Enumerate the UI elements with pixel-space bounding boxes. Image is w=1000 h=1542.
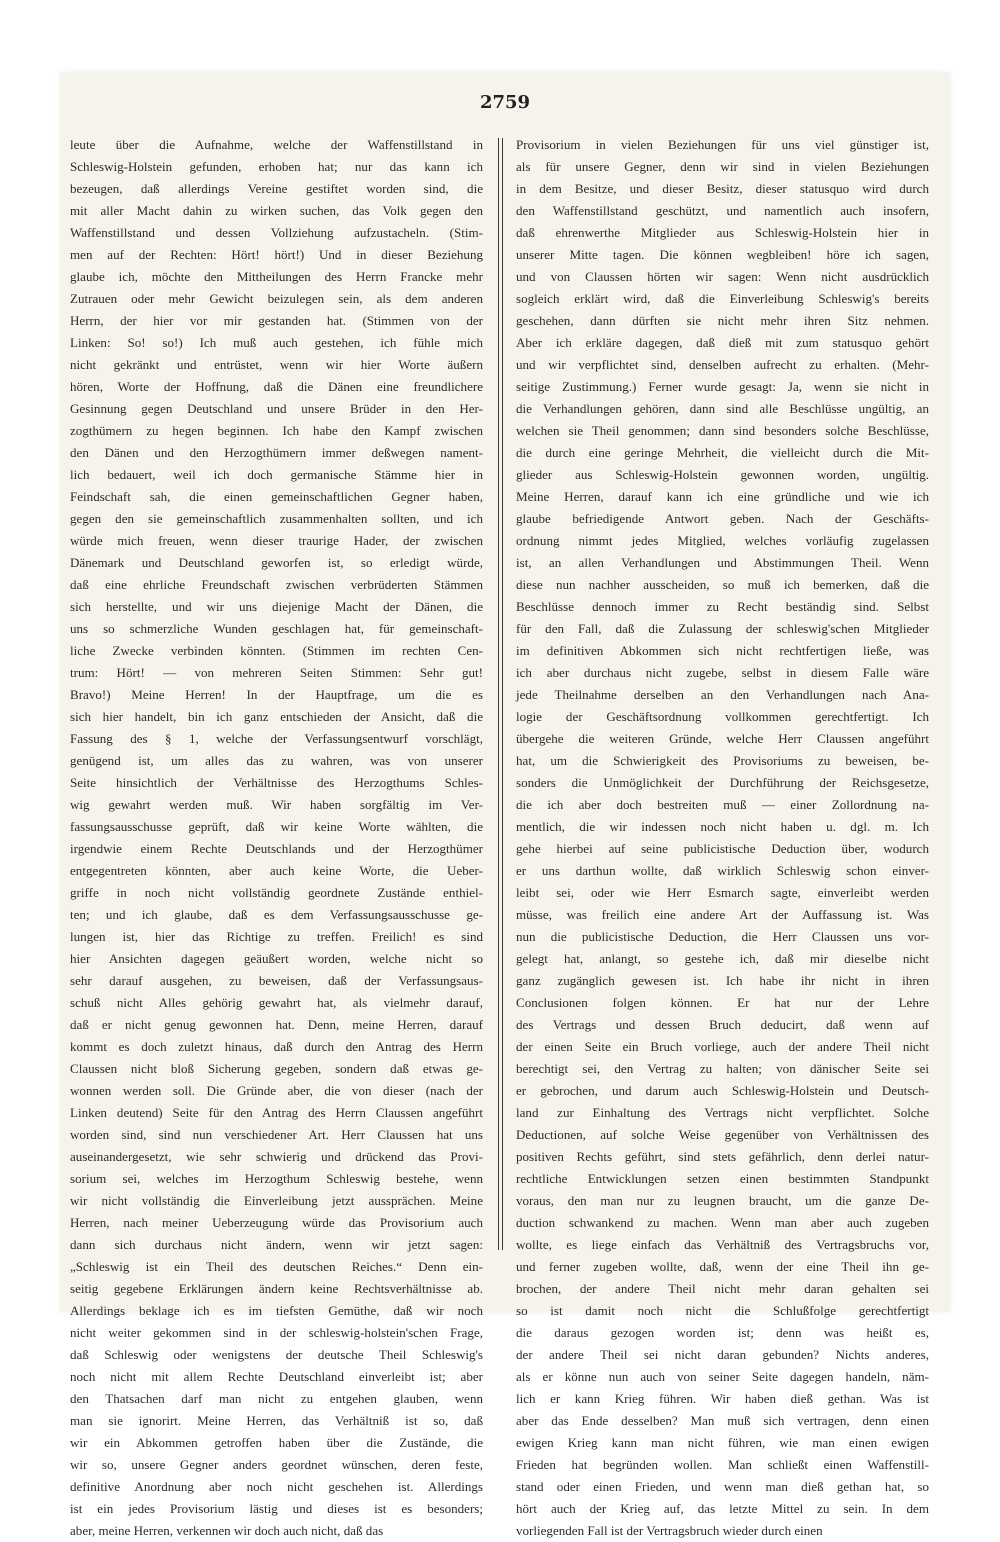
text-line: leute über die Aufnahme, welche der Waffenstillstand in	[70, 137, 483, 152]
text-line: man sie ignorirt. Meine Herren, das Verhältniß ist so, daß	[70, 1413, 483, 1428]
text-line: stand oder einen Frieden, und wenn man dieß gethan hat, so	[516, 1479, 929, 1494]
text-line: der einen Seite ein Bruch vorliege, auch der andere Theil nicht	[516, 1039, 929, 1054]
text-line: Provisorium in vielen Beziehungen für uns viel günstiger ist,	[516, 137, 929, 152]
text-line: als für unsere Gegner, denn wir sind in vielen Beziehungen	[516, 159, 929, 174]
text-line: wollte, es liege einfach das Verhältniß des Vertragsbruchs vor,	[516, 1237, 929, 1252]
text-line: ordnung nimmt jedes Mitglied, welches vorläufig zugelassen	[516, 533, 929, 548]
text-line: berechtigt sei, den Vertrag zu halten; von dänischer Seite sei	[516, 1061, 929, 1076]
text-line: Allerdings beklage ich es im tiefsten Gemüthe, daß wir noch	[70, 1303, 483, 1318]
text-line: wig gewahrt werden muß. Wir haben sorgfältig im Ver-	[70, 797, 483, 812]
page-number: 2759	[479, 92, 531, 113]
text-line: Aber ich erkläre dagegen, daß dieß mit zum statusquo gehört	[516, 335, 929, 350]
text-line: geschehen, dann dürften sie nicht mehr ihren Sitz nehmen.	[516, 313, 929, 328]
text-line: gelegt hat, anlangt, so gestehe ich, daß mir dieselbe nicht	[516, 951, 929, 966]
text-line: Beschlüsse dennoch immer zu Recht beständig sind. Selbst	[516, 599, 929, 614]
text-line: die daraus gezogen worden ist; denn was heißt es,	[516, 1325, 929, 1340]
text-line: Gesinnung gegen Deutschland und unsere Brüder in den Her-	[70, 401, 483, 416]
text-line: die durch eine geringe Mehrheit, die vielleicht durch die Mit-	[516, 445, 929, 460]
column-divider-line	[498, 138, 499, 1250]
text-line: mit aller Macht dahin zu wirken suchen, das Volk gegen den	[70, 203, 483, 218]
newspaper-page	[60, 72, 950, 1538]
text-line: würde mich freuen, wenn dieser traurige Hader, der zwischen	[70, 533, 483, 548]
text-line: wir nicht vollständig die Einverleibung jetzt aussprächen. Meine	[70, 1193, 483, 1208]
text-line: müsse, was freilich eine andere Art der Auffassung ist. Was	[516, 907, 929, 922]
text-line: lich er kann Krieg führen. Wir haben dieß gethan. Was ist	[516, 1391, 929, 1406]
text-line: leibt sei, oder wie Herr Esmarch sagte, einverleibt werden	[516, 885, 929, 900]
text-line: ewigen Krieg kann man nicht führen, wie man einen ewigen	[516, 1435, 929, 1450]
text-line: wir ein Abkommen getroffen haben über die Zustände, die	[70, 1435, 483, 1450]
text-line: uns so schmerzliche Wunden geschlagen hat, für gemeinschaft-	[70, 621, 483, 636]
text-line: bezeugen, daß allerdings Vereine gestiftet worden sind, die	[70, 181, 483, 196]
text-line: vorliegenden Fall ist der Vertragsbruch wieder durch einen	[516, 1523, 823, 1538]
text-line: schuß nicht Alles gehörig gewahrt hat, als vielmehr darauf,	[70, 995, 483, 1010]
text-line: noch nicht mit allem Rechte Deutschland einverleibt ist; aber	[70, 1369, 483, 1384]
text-line: Conclusionen folgen können. Er hat nur der Lehre	[516, 995, 929, 1010]
text-line: sich herstellte, und wir uns diejenige Macht der Dänen, die	[70, 599, 483, 614]
text-line: Herrn, der hier vor mir gestanden hat. (Stimmen von der	[70, 313, 483, 328]
text-line: Linken: So! so!) Ich muß auch gestehen, ich fühle mich	[70, 335, 483, 350]
text-line: diese nun nachher ausscheiden, so muß ich bemerken, daß die	[516, 577, 929, 592]
text-line: sonders die Unmöglichkeit der Durchführung der Reichsgesetze,	[516, 775, 929, 790]
column-divider-line	[502, 138, 503, 1250]
text-line: lich bedauert, weil ich doch germanische Stämme hier in	[70, 467, 483, 482]
text-line: duction schwankend zu machen. Wenn man aber auch zugeben	[516, 1215, 929, 1230]
text-line: men auf der Rechten: Hört! hört!) Und in dieser Beziehung	[70, 247, 483, 262]
text-line: liche Zwecke verbinden könnten. (Stimmen im rechten Cen-	[70, 643, 483, 658]
text-line: auseinandergesetzt, wie sehr schwierig und drückend das Provi-	[70, 1149, 483, 1164]
text-line: ist, an allen Verhandlungen und Abstimmungen Theil. Wenn	[516, 555, 929, 570]
text-line: Schleswig-Holstein gefunden, erhoben hat; nur das kann ich	[70, 159, 483, 174]
text-line: er uns darthun wollte, daß wirklich Schleswig schon einver-	[516, 863, 929, 878]
text-line: definitive Anordnung aber noch nicht geschehen ist. Allerdings	[70, 1479, 483, 1494]
text-line: genügend ist, um alles das zu wahren, was von unserer	[70, 753, 483, 768]
text-line: „Schleswig ist ein Theil des deutschen Reiches.“ Denn ein-	[70, 1259, 483, 1274]
text-line: Seite hinsichtlich der Verhältnisse des Herzogthums Schles-	[70, 775, 483, 790]
text-line: Claussen nicht bloß Sicherung gegeben, sondern daß etwas ge-	[70, 1061, 483, 1076]
text-line: glaube befriedigende Antwort geben. Nach der Geschäfts-	[516, 511, 929, 526]
text-line: brochen, der andere Theil nicht mehr daran gehalten sei	[516, 1281, 929, 1296]
text-line: nicht gekränkt und entrüstet, wenn wir hier Worte äußern	[70, 357, 483, 372]
text-line: wonnen werden soll. Die Gründe aber, die von dieser (nach der	[70, 1083, 483, 1098]
text-line: gehe hierbei auf seine publicistische Deduction über, wodurch	[516, 841, 929, 856]
text-line: irgendwie einem Rechte Deutschlands und der Herzogthümer	[70, 841, 483, 856]
text-line: zogthümern zu hegen beginnen. Ich habe den Kampf zwischen	[70, 423, 483, 438]
text-line: lungen ist, hier das Richtige zu treffen. Freilich! es sind	[70, 929, 483, 944]
text-line: jede Theilnahme derselben an den Verhandlungen nach Ana-	[516, 687, 929, 702]
text-line: Waffenstillstand und dessen Vollziehung aufzustacheln. (Stim-	[70, 225, 483, 240]
text-line: glieder aus Schleswig-Holstein gewonnen worden, ungültig.	[516, 467, 929, 482]
text-line: seitige Zustimmung.) Ferner wurde gesagt: Ja, wenn sie nicht in	[516, 379, 929, 394]
text-line: Bravo!) Meine Herren! In der Hauptfrage, um die es	[70, 687, 483, 702]
text-line: ten; und ich glaube, daß es dem Verfassungsausschusse ge-	[70, 907, 483, 922]
text-line: sogleich erklärt wird, daß die Einverleibung Schleswig's bereits	[516, 291, 929, 306]
text-line: voraus, den man nur zu leugnen braucht, um die ganze De-	[516, 1193, 929, 1208]
text-line: logie der Geschäftsordnung vollkommen gerechtfertigt. Ich	[516, 709, 929, 724]
text-line: daß er nicht genug gewonnen hat. Denn, meine Herren, darauf	[70, 1017, 483, 1032]
text-line: sorium sei, welches im Herzogthum Schleswig bestehe, wenn	[70, 1171, 483, 1186]
text-line: hören, Worte der Hoffnung, daß die Dänen eine freundlichere	[70, 379, 483, 394]
text-line: aber das Ende desselben? Man muß sich vertragen, denn einen	[516, 1413, 929, 1428]
text-line: und wir verpflichtet sind, denselben aufrecht zu erhalten. (Mehr-	[516, 357, 929, 372]
text-line: Meine Herren, darauf kann ich eine gründliche und wie ich	[516, 489, 929, 504]
text-line: Herren, nach meiner Ueberzeugung würde das Provisorium auch	[70, 1215, 483, 1230]
text-line: Zutrauen oder mehr Gewicht beizulegen sein, als dem anderen	[70, 291, 483, 306]
text-line: gegen den sie gemeinschaftlich zusammenhalten sollten, und ich	[70, 511, 483, 526]
text-line: trum: Hört! — von mehreren Seiten Stimmen: Sehr gut!	[70, 665, 483, 680]
text-line: und von Claussen hörten wir sagen: Wenn nicht ausdrücklich	[516, 269, 929, 284]
text-line: positiven Rechts geführt, sind stets gefährlich, denn derlei natur-	[516, 1149, 929, 1164]
text-line: entgegentreten könnten, aber auch keine Worte, die Ueber-	[70, 863, 483, 878]
text-line: wir so, unsere Gegner anders geordnet wünschen, deren feste,	[70, 1457, 483, 1472]
text-line: Dänemark und Deutschland geworfen ist, so erledigt würde,	[70, 555, 483, 570]
text-line: daß Schleswig oder wenigstens der deutsche Theil Schleswig's	[70, 1347, 483, 1362]
text-line: daß eine ehrliche Freundschaft zwischen verbrüderten Stämmen	[70, 577, 483, 592]
text-line: den Waffenstillstand geschützt, und namentlich auch insofern,	[516, 203, 929, 218]
text-line: seitig gegebene Erklärungen ändern keine Rechtsverhältnisse ab.	[70, 1281, 483, 1296]
text-line: die Verhandlungen gehören, dann sind alle Beschlüsse ungültig, an	[516, 401, 929, 416]
text-line: so ist damit noch nicht die Schlußfolge gerechtfertigt	[516, 1303, 929, 1318]
text-line: ganz zugänglich gewesen ist. Ich habe ihr nicht in ihren	[516, 973, 929, 988]
text-line: sehr darauf ausgehen, zu beweisen, daß der Verfassungsaus-	[70, 973, 483, 988]
text-line: unserer Mitte tagen. Die können wegbleiben! höre ich sagen,	[516, 247, 929, 262]
text-line: sich hier handelt, bin ich ganz entschieden der Ansicht, daß die	[70, 709, 483, 724]
text-line: Frieden hat begründen wollen. Man schließt einen Waffenstill-	[516, 1457, 929, 1472]
text-line: rechtliche Entwicklungen setzen einen bestimmten Standpunkt	[516, 1171, 929, 1186]
text-line: ist ein jedes Provisorium lästig und dieses ist es besonders;	[70, 1501, 483, 1516]
text-line: griffe in noch nicht vollständig geordnete Zustände enthiel-	[70, 885, 483, 900]
text-line: er gebrochen, und darum auch Schleswig-Holstein und Deutsch-	[516, 1083, 929, 1098]
text-line: im definitiven Abkommen sich nicht rechtfertigen ließe, was	[516, 643, 929, 658]
text-line: und ferner zugeben wollte, daß, wenn der eine Theil ihn ge-	[516, 1259, 929, 1274]
left-text-column	[70, 134, 483, 1538]
text-line: kommt es doch zuletzt hinaus, daß durch den Antrag des Herrn	[70, 1039, 483, 1054]
text-line: mentlich, die wir indessen noch nicht haben u. dgl. m. Ich	[516, 819, 929, 834]
text-line: worden sind, sind nun verschiedener Art. Herr Claussen hat uns	[70, 1127, 483, 1142]
text-line: dann sich durchaus nicht ändern, wenn wir jetzt sagen:	[70, 1237, 483, 1252]
text-line: Deductionen, auf solche Weise gegenüber von Verhältnissen des	[516, 1127, 929, 1142]
text-line: hier Ansichten dagegen geäußert worden, welche nicht so	[70, 951, 483, 966]
text-line: Feindschaft sah, die einen gemeinschaftlichen Gegner haben,	[70, 489, 483, 504]
text-line: übergehe die weiteren Gründe, welche Herr Claussen angeführt	[516, 731, 929, 746]
text-line: nun die publicistische Deduction, die Herr Claussen uns vor-	[516, 929, 929, 944]
text-line: in dem Besitze, und dieser Besitz, dieser statusquo wird durch	[516, 181, 929, 196]
text-line: hat, um die Schwierigkeit des Provisoriums zu beweisen, be-	[516, 753, 929, 768]
text-line: den Dänen und den Herzogthümern immer deßwegen nament-	[70, 445, 483, 460]
right-text-column	[516, 134, 929, 1538]
text-line: der andere Theil sei nicht daran gebunden? Nichts anderes,	[516, 1347, 929, 1362]
text-line: hört auch der Krieg auf, das letzte Mittel zu sein. In dem	[516, 1501, 929, 1516]
text-line: des Vertrags und dessen Bruch deducirt, daß wenn auf	[516, 1017, 929, 1032]
text-line: ich aber durchaus nicht zugebe, selbst in diesem Falle wäre	[516, 665, 929, 680]
text-line: welchen sie Theil genommen; dann sind besonders solche Beschlüsse,	[516, 423, 929, 438]
text-line: die ich aber doch bestreiten muß — einer Zollordnung na-	[516, 797, 929, 812]
text-line: land zur Einhaltung des Vertrags nicht verpflichtet. Solche	[516, 1105, 929, 1120]
text-line: fassungsausschusse geprüft, daß wir keine Worte wählten, die	[70, 819, 483, 834]
text-line: für den Fall, daß die Zulassung der schleswig'schen Mitglieder	[516, 621, 929, 636]
text-line: als er könne nun auch von seiner Seite dagegen handeln, näm-	[516, 1369, 929, 1384]
text-line: den Thatsachen darf man nicht zu entgehen glauben, wenn	[70, 1391, 483, 1406]
text-line: aber, meine Herren, verkennen wir doch auch nicht, daß das	[70, 1523, 384, 1538]
text-line: glaube ich, möchte den Mittheilungen des Herrn Francke mehr	[70, 269, 483, 284]
text-line: Linken deutend) Seite für den Antrag des Herrn Claussen angeführt	[70, 1105, 483, 1120]
text-line: daß ehrenwerthe Mitglieder aus Schleswig-Holstein hier in	[516, 225, 929, 240]
text-line: nicht weiter gekommen sind in der schleswig-holstein'schen Frage,	[70, 1325, 483, 1340]
text-line: Fassung des § 1, welche der Verfassungsentwurf vorschlägt,	[70, 731, 483, 746]
